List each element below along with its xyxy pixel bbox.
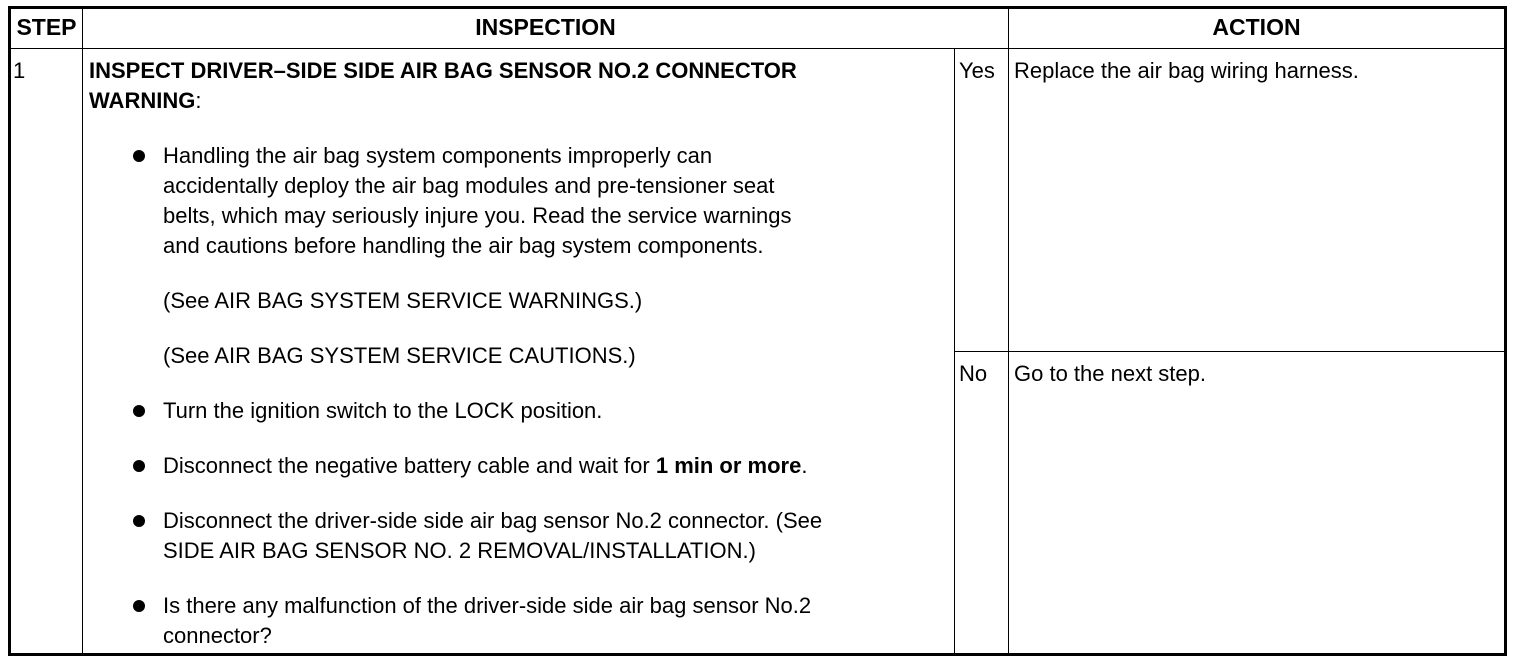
bullet-icon (133, 405, 145, 417)
bullet-icon (133, 515, 145, 527)
table-border-top (8, 6, 1507, 9)
bullet-1-line-4: and cautions before handling the air bag system components. (163, 233, 764, 258)
see-warnings-reference: (See AIR BAG SYSTEM SERVICE WARNINGS.) (163, 288, 643, 313)
bullet-1-line-3: belts, which may seriously injure you. Read the service warnings (163, 203, 792, 228)
answer-no-action: Go to the next step. (1014, 361, 1207, 386)
bullet-3-suffix: . (801, 453, 808, 478)
bullet-icon (133, 600, 145, 612)
warning-heading (89, 86, 201, 116)
header-inspection: INSPECTION (475, 14, 616, 40)
header-step: STEP (16, 14, 77, 40)
bullet-2-text: Turn the ignition switch to the LOCK position. (163, 398, 603, 423)
step-number: 1 (13, 58, 26, 83)
table-border-bottom (8, 653, 1507, 656)
bullet-5-line-1: Is there any malfunction of the driver-side side air bag sensor No.2 (163, 593, 812, 618)
bullet-icon (133, 150, 145, 162)
bullet-3-emphasis: 1 min or more (655, 453, 802, 478)
bullet-1-line-2: accidentally deploy the air bag modules and pre-tensioner seat (163, 173, 775, 198)
bullet-1-line-1: Handling the air bag system components improperly can (163, 143, 713, 168)
header-action: ACTION (1212, 14, 1301, 40)
warning-colon: : (195, 88, 202, 113)
yes-no-divider (954, 351, 1507, 352)
bullet-3-text (163, 451, 807, 481)
answer-yes-label: Yes (959, 58, 995, 83)
bullet-icon (133, 460, 145, 472)
warning-label: WARNING (89, 88, 196, 113)
step-column-divider (82, 6, 83, 656)
see-cautions-reference: (See AIR BAG SYSTEM SERVICE CAUTIONS.) (163, 343, 636, 368)
bullet-4-line-1: Disconnect the driver-side side air bag sensor No.2 connector. (See (163, 508, 823, 533)
table-border-left (8, 6, 11, 656)
bullet-3-prefix: Disconnect the negative battery cable and wait for (163, 453, 656, 478)
table-border-right (1504, 6, 1507, 656)
header-divider (8, 48, 1507, 49)
answer-no-label: No (959, 361, 988, 386)
inspection-title: INSPECT DRIVER–SIDE SIDE AIR BAG SENSOR NO.2 CONNECTOR (89, 58, 797, 83)
bullet-5-line-2: connector? (163, 623, 272, 648)
answer-column-divider (954, 48, 955, 656)
bullet-4-line-2: SIDE AIR BAG SENSOR NO. 2 REMOVAL/INSTALLATION.) (163, 538, 756, 563)
answer-yes-action: Replace the air bag wiring harness. (1014, 58, 1359, 83)
action-column-divider (1008, 6, 1009, 656)
